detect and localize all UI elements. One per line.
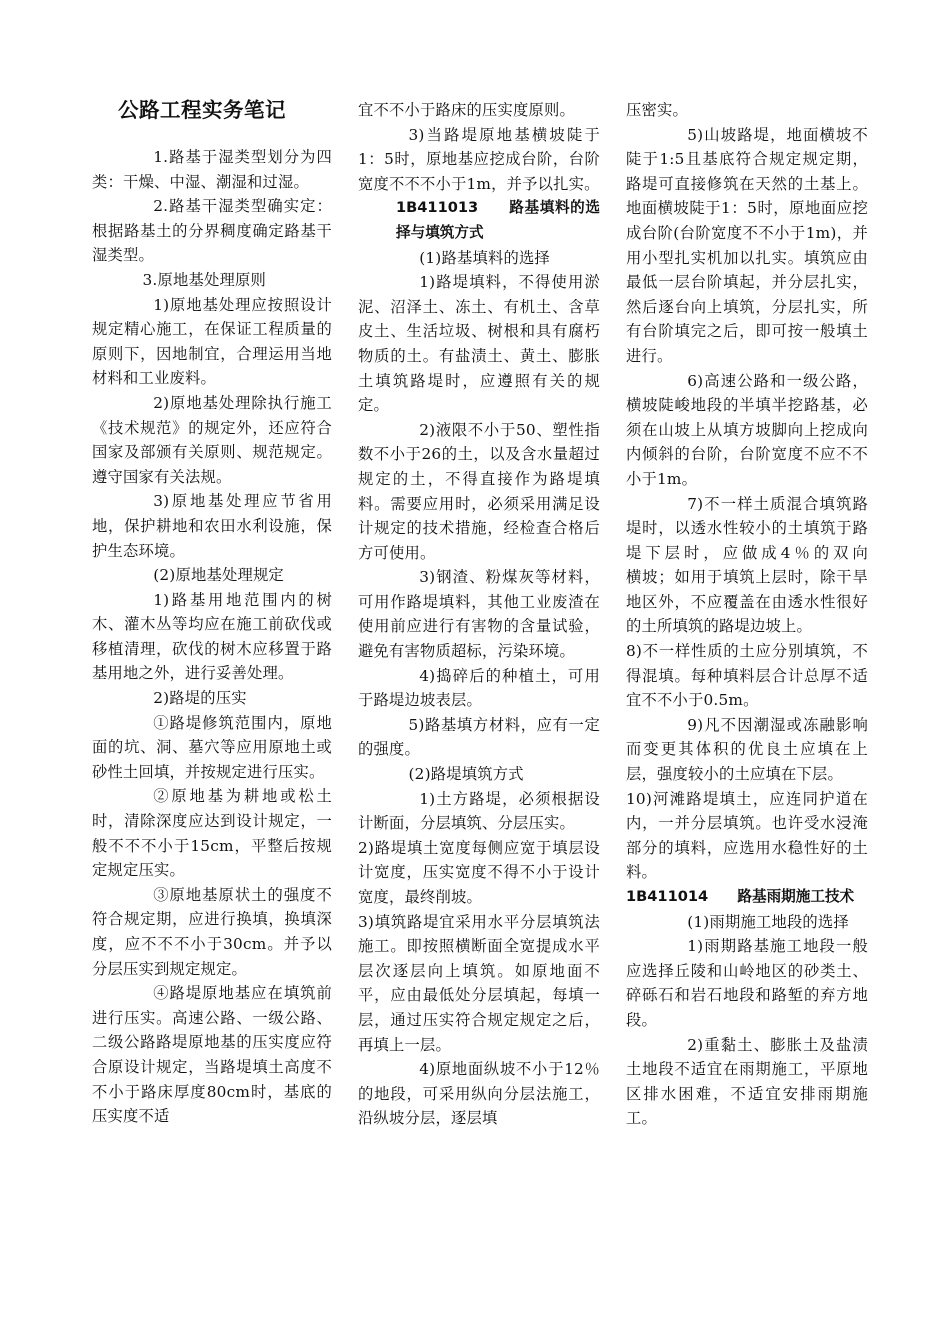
paragraph: 2)原地基处理除执行施工《技术规范》的规定外，还应符合国家及部颁有关原则、规范规定。遵守国家有关法规。 xyxy=(92,393,332,486)
subsection-heading: (2)路堤填筑方式 xyxy=(408,765,524,784)
section-heading: 1B411014 路基雨期施工技术 xyxy=(626,888,855,905)
paragraph: 1.路基于湿类型划分为四类：干燥、中湿、潮湿和过湿。 xyxy=(92,148,332,191)
paragraph: 2.路基干湿类型确实定：根据路基土的分界稠度确定路基干湿类型。 xyxy=(92,197,332,265)
paragraph: 1)路堤填料，不得使用淤泥、沼泽土、冻土、有机土、含草皮土、生活垃圾、树根和具有腐朽物质的土。有盐渍土、黄土、膨胀土填筑路堤时，应遵照有关的规定。 xyxy=(358,273,600,415)
paragraph: 6)高速公路和一级公路，横坡陡峻地段的半填半挖路基，必须在山坡上从填方坡脚向上挖成向内倾斜的台阶，台阶宽度不应不不小于1m。 xyxy=(626,371,868,488)
subsection-heading: (1)雨期施工地段的选择 xyxy=(687,912,849,931)
paragraph: 4)原地面纵坡不小于12％的地段，可采用纵向分层法施工，沿纵坡分层，逐层填 xyxy=(358,1060,600,1128)
paragraph: 2)液限不小于50、塑性指数不小于26的土，以及含水量超过规定的土，不得直接作为路堤填料。需要应用时，必须采用满足设计规定的技术措施，经检查合格后方可使用。 xyxy=(358,420,600,562)
paragraph: ②原地基为耕地或松土时，清除深度应达到设计规定，一般不不不小于15cm，平整后按规定规定压实。 xyxy=(92,787,332,880)
paragraph: 压密实。 xyxy=(626,101,688,119)
paragraph: 宜不不小于路床的压实度原则。 xyxy=(358,101,575,119)
paragraph: ③原地基原状土的强度不符合规定期，应进行换填，换填深度，应不不不小于30cm。并予以分层压实到规定规定。 xyxy=(92,885,332,978)
paragraph: 1)土方路堤，必须根据设计断面，分层填筑、分层压实。 xyxy=(358,789,600,833)
paragraph: 3)原地基处理应节省用地，保护耕地和农田水利设施，保护生态环境。 xyxy=(92,492,332,560)
paragraph: 1)路基用地范围内的树木、灌木丛等均应在施工前砍伐或移植清理，砍伐的树木应移置于路基用地之外，进行妥善处理。 xyxy=(92,590,332,683)
paragraph: 5)山坡路堤，地面横坡不陡于1:5且基底符合规定规定期，路堤可直接修筑在天然的土基上。地面横坡陡于1：5时，原地面应挖成台阶(台阶宽度不不小于1m)，并用小型扎实机加以扎实。填筑应由最低一层台阶填起，并分层扎实，然后逐台向上填筑，分层扎实，所有台阶填完之后，即可按一般填土进行。 xyxy=(626,125,868,365)
paragraph: 3)钢渣、粉煤灰等材料，可用作路堤填料，其他工业废渣在使用前应进行有害物的含量试验，避免有害物质超标，污染环境。 xyxy=(358,568,600,661)
paragraph: 2)路堤填土宽度每侧应宽于填层设计宽度，压实宽度不得不小于设计宽度，最终削坡。 xyxy=(358,838,600,906)
paragraph: 2)重黏土、膨胀土及盐渍土地段不适宜在雨期施工，平原地区排水困难，不适宜安排雨期施工。 xyxy=(626,1035,868,1128)
section-heading: 1B411013 路基填料的选择与填筑方式 xyxy=(396,199,600,241)
column-right xyxy=(626,98,899,1131)
section-heading: 3.原地基处理原则 xyxy=(142,270,266,289)
paragraph: 7)不一样土质混合填筑路堤时，以透水性较小的土填筑于路堤下层时，应做成4％的双向 横坡；如用于填筑上层时，除干旱地区外，不应覆盖在由透水性很好的土所填筑的路堤边坡上。 xyxy=(626,494,899,636)
section-heading: (2)原地基处理规定 xyxy=(153,566,284,585)
paragraph: 5)路基填方材料，应有一定的强度。 xyxy=(358,715,600,759)
paragraph: 1)原地基处理应按照设计规定精心施工，在保证工程质量的原则下，因地制宜，合理运用当地材料和工业废料。 xyxy=(92,295,332,388)
paragraph: 8)不一样性质的土应分别填筑，不得混填。每种填料层合计总厚不适宜不不小于0.5m。 xyxy=(626,642,868,710)
page-title: 公路工程实务笔记 xyxy=(118,98,286,122)
paragraph: 4)捣碎后的种植土，可用于路堤边坡表层。 xyxy=(358,666,600,710)
paragraph: ①路堤修筑范围内，原地面的坑、洞、墓穴等应用原地土或砂性土回填，并按规定进行压实。 xyxy=(92,713,332,781)
paragraph: 1)雨期路基施工地段一般应选择丘陵和山岭地区的砂类土、碎砾石和岩石地段和路堑的弃方地段。 xyxy=(626,937,868,1029)
subsection-heading: (1)路基填料的选择 xyxy=(419,248,550,267)
paragraph: 9)凡不因潮湿或冻融影响而变更其体积的优良土应填在上层，强度较小的土应填在下层。 xyxy=(626,715,868,784)
paragraph: 3)填筑路堤宜采用水平分层填筑法施工。即按照横断面全宽提成水平层次逐层向上填筑。如原地面不平，应由最低处分层填起，每填一层，通过压实符合规定规定之后，再填上一层。 xyxy=(358,912,600,1054)
paragraph: 3)当路堤原地基横坡陡于1：5时，原地基应挖成台阶，台阶宽度不不不小于1m，并予以扎实。 xyxy=(358,125,600,193)
paragraph: 2)路堤的压实 xyxy=(153,689,247,708)
paragraph: ④路堤原地基应在填筑前进行压实。高速公路、一级公路、二级公路路堤原地基的压实度应符合原设计规定，当路堤填土高度不不小于路床厚度80cm时，基底的压实度不适 xyxy=(92,984,332,1126)
paragraph: 10)河滩路堤填土，应连同护道在内，一并分层填筑。也许受水浸淹部分的填料，应选用水稳性好的土料。 xyxy=(626,789,868,882)
column-left xyxy=(92,96,332,1129)
column-middle xyxy=(358,98,600,1131)
